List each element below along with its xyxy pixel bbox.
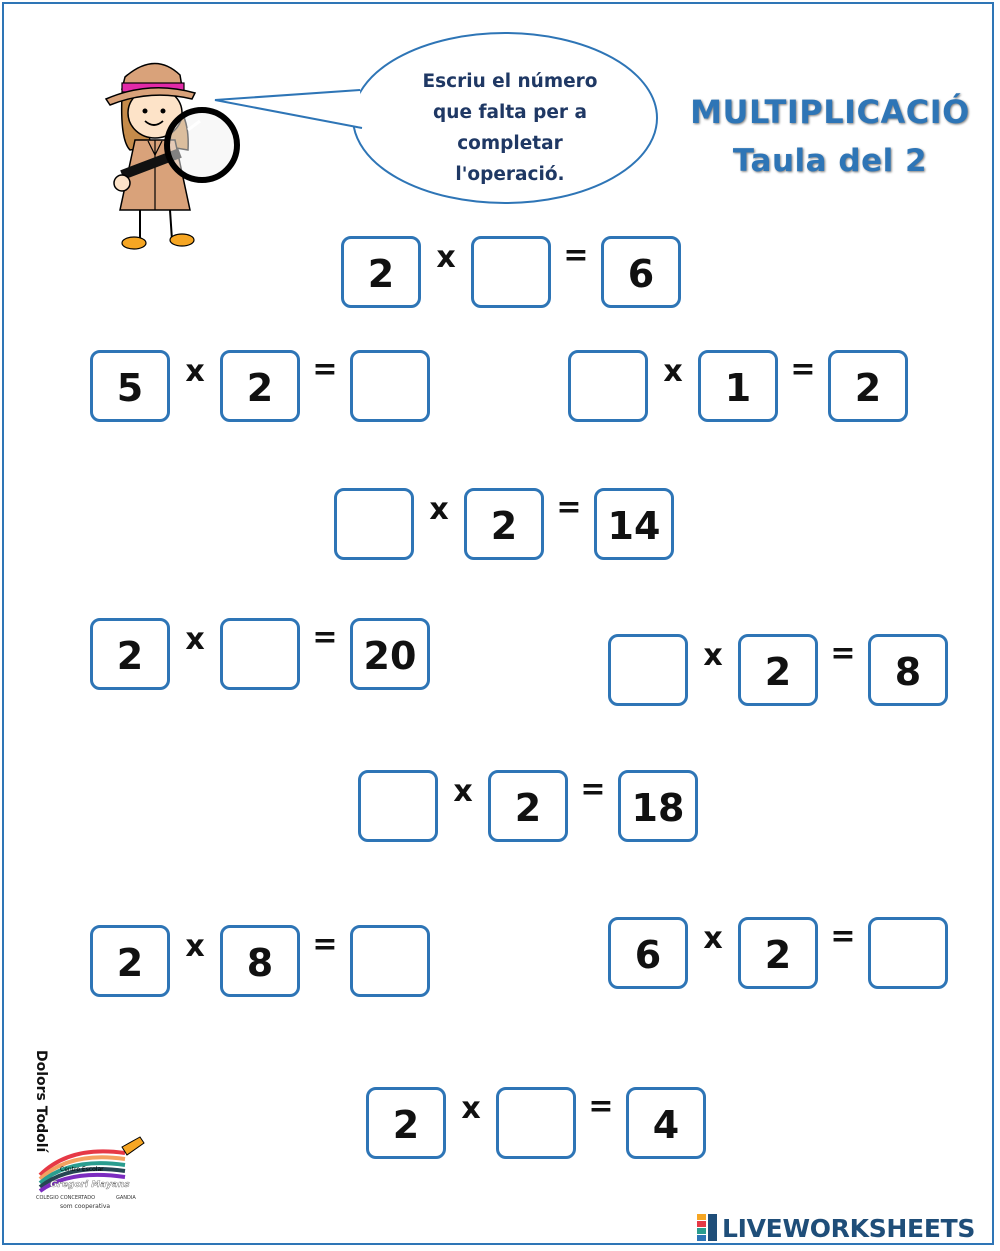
instruction-text (390, 66, 630, 190)
times-sign: x (453, 774, 473, 809)
answer-box[interactable] (608, 634, 688, 706)
result-box: 20 (350, 618, 430, 690)
equals-sign: = (312, 352, 338, 387)
factor-b-box: 1 (698, 350, 778, 422)
answer-box[interactable] (350, 350, 430, 422)
svg-text:COLEGIO CONCERTADO: COLEGIO CONCERTADO (36, 1195, 96, 1201)
equals-sign: = (312, 927, 338, 962)
school-logo (30, 1135, 160, 1215)
author-signature: Dolors Todolí (33, 1050, 49, 1153)
instruction-line: completar (457, 133, 563, 154)
factor-b-box: 2 (464, 488, 544, 560)
page-title: MULTIPLICACIÓ (690, 93, 970, 131)
times-sign: x (436, 240, 456, 275)
instruction-line: Escriu el número (422, 71, 598, 92)
factor-a-box: 2 (90, 925, 170, 997)
instruction-line: que falta per a (433, 102, 587, 123)
equals-sign: = (312, 620, 338, 655)
factor-b-box: 2 (738, 917, 818, 989)
times-sign: x (461, 1091, 481, 1126)
factor-a-box: 2 (366, 1087, 446, 1159)
factor-a-box: 6 (608, 917, 688, 989)
svg-text:GANDIA: GANDIA (116, 1195, 136, 1201)
answer-box[interactable] (220, 618, 300, 690)
equals-sign: = (580, 772, 606, 807)
factor-a-box: 5 (90, 350, 170, 422)
brand-name: LIVEWORKSHEETS (722, 1213, 976, 1243)
equals-sign: = (830, 636, 856, 671)
times-sign: x (185, 622, 205, 657)
answer-box[interactable] (471, 236, 551, 308)
svg-text:som cooperativa: som cooperativa (60, 1203, 111, 1210)
answer-box[interactable] (358, 770, 438, 842)
answer-box[interactable] (496, 1087, 576, 1159)
equals-sign: = (563, 238, 589, 273)
answer-box[interactable] (868, 917, 948, 989)
result-box: 2 (828, 350, 908, 422)
factor-a-box: 2 (341, 236, 421, 308)
factor-b-box: 8 (220, 925, 300, 997)
times-sign: x (185, 354, 205, 389)
result-box: 4 (626, 1087, 706, 1159)
detective-girl-magnifier-icon (100, 55, 250, 255)
factor-b-box: 2 (220, 350, 300, 422)
svg-text:Gregori Mayans: Gregori Mayans (50, 1180, 130, 1190)
answer-box[interactable] (568, 350, 648, 422)
svg-text:Centro Escolar: Centro Escolar (60, 1166, 104, 1173)
answer-box[interactable] (334, 488, 414, 560)
times-sign: x (663, 354, 683, 389)
equals-sign: = (830, 919, 856, 954)
result-box: 18 (618, 770, 698, 842)
times-sign: x (703, 638, 723, 673)
page-subtitle: Taula del 2 (732, 143, 928, 179)
live-badge-icon (696, 1213, 718, 1243)
liveworksheets-brand (696, 1212, 975, 1244)
times-sign: x (185, 929, 205, 964)
equals-sign: = (556, 490, 582, 525)
result-box: 14 (594, 488, 674, 560)
instruction-line: l'operació. (455, 164, 565, 185)
factor-a-box: 2 (90, 618, 170, 690)
result-box: 8 (868, 634, 948, 706)
times-sign: x (429, 492, 449, 527)
answer-box[interactable] (350, 925, 430, 997)
equals-sign: = (588, 1089, 614, 1124)
equals-sign: = (790, 352, 816, 387)
factor-b-box: 2 (738, 634, 818, 706)
factor-b-box: 2 (488, 770, 568, 842)
result-box: 6 (601, 236, 681, 308)
times-sign: x (703, 921, 723, 956)
